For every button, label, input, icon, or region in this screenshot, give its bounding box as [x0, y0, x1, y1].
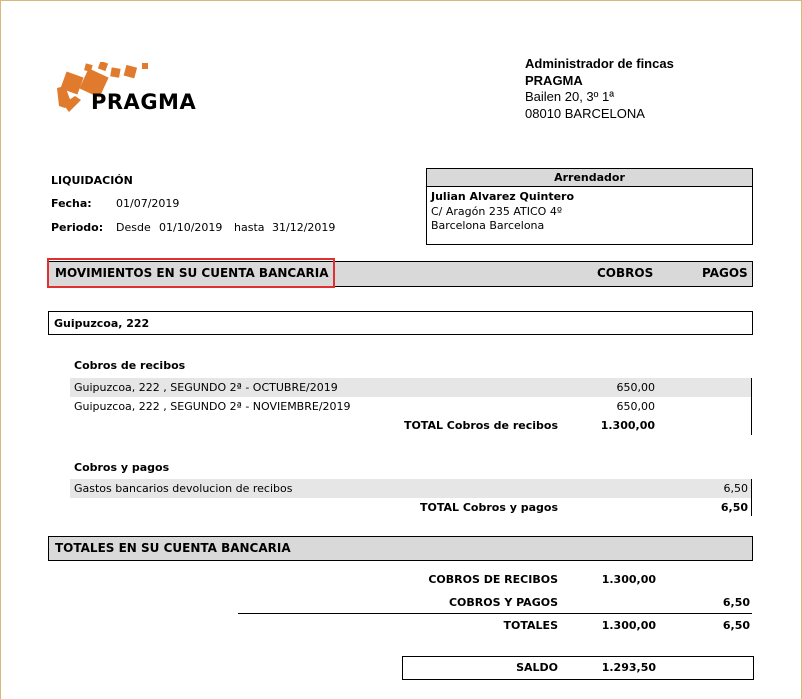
list-item-cobros: 650,00	[616, 381, 655, 394]
totales-cobros-pagos-label: COBROS Y PAGOS	[448, 596, 558, 609]
pragma-logo	[55, 62, 215, 122]
periodo-label: Periodo:	[51, 221, 104, 234]
company-header	[525, 56, 674, 122]
totales-cobros-recibos-value: 1.300,00	[601, 573, 656, 586]
section-divider	[751, 479, 752, 516]
desde-label: Desde	[116, 221, 151, 234]
fecha-label: Fecha:	[51, 197, 92, 210]
totales-divider	[238, 613, 752, 614]
saldo-label: SALDO	[516, 661, 558, 674]
arrendador-city: Barcelona Barcelona	[431, 219, 545, 232]
property-box	[48, 311, 753, 335]
saldo-value: 1.293,50	[601, 661, 656, 674]
arrendador-header: Arrendador	[427, 169, 752, 187]
cobros-recibos-title: Cobros de recibos	[74, 359, 186, 372]
list-item-concept: Guipuzcoa, 222 , SEGUNDO 2ª - OCTUBRE/2019	[74, 381, 338, 394]
movimientos-title: MOVIMIENTOS EN SU CUENTA BANCARIA	[55, 266, 329, 280]
totales-title: TOTALES EN SU CUENTA BANCARIA	[55, 541, 291, 555]
list-item-pagos: 6,50	[723, 482, 748, 495]
hasta-label: hasta	[234, 221, 265, 234]
arrendador-name: Julian Alvarez Quintero	[431, 190, 575, 203]
cobros-pagos-title: Cobros y pagos	[74, 461, 170, 474]
liquidacion-title: LIQUIDACIÓN	[51, 174, 133, 187]
arrendador-address: C/ Aragón 235 ATICO 4º	[431, 204, 562, 218]
list-item-cobros: 650,00	[616, 400, 655, 413]
arrendador-box	[426, 168, 753, 245]
totales-label: TOTALES	[503, 619, 558, 632]
totales-cobros-recibos-label: COBROS DE RECIBOS	[428, 573, 558, 586]
company-address-1: Bailen 20, 3º 1ª	[525, 89, 615, 104]
totales-pagos-value: 6,50	[722, 619, 750, 632]
total-cobros-pagos-label: TOTAL Cobros y pagos	[420, 501, 558, 514]
col-cobros-header: COBROS	[597, 266, 654, 280]
totales-cobros-value: 1.300,00	[601, 619, 656, 632]
company-name: PRAGMA	[525, 72, 583, 88]
fecha-value: 01/07/2019	[116, 197, 180, 210]
company-address-2: 08010 BARCELONA	[525, 105, 645, 121]
total-cobros-pagos-value: 6,50	[720, 501, 748, 514]
total-cobros-recibos-value: 1.300,00	[600, 419, 655, 432]
list-item-concept: Gastos bancarios devolucion de recibos	[74, 482, 293, 495]
selection-highlight	[47, 258, 335, 288]
list-item-concept: Guipuzcoa, 222 , SEGUNDO 2ª - NOVIEMBRE/2019	[74, 400, 351, 413]
logo-text: PRAGMA	[91, 90, 197, 114]
totales-cobros-pagos-value: 6,50	[722, 596, 750, 609]
hasta-value: 31/12/2019	[272, 221, 336, 234]
section-divider	[751, 378, 752, 435]
total-cobros-recibos-label: TOTAL Cobros de recibos	[403, 419, 558, 432]
col-pagos-header: PAGOS	[702, 266, 748, 280]
admin-title: Administrador de fincas	[525, 56, 674, 71]
property-name: Guipuzcoa, 222	[54, 317, 150, 330]
desde-value: 01/10/2019	[159, 221, 223, 234]
